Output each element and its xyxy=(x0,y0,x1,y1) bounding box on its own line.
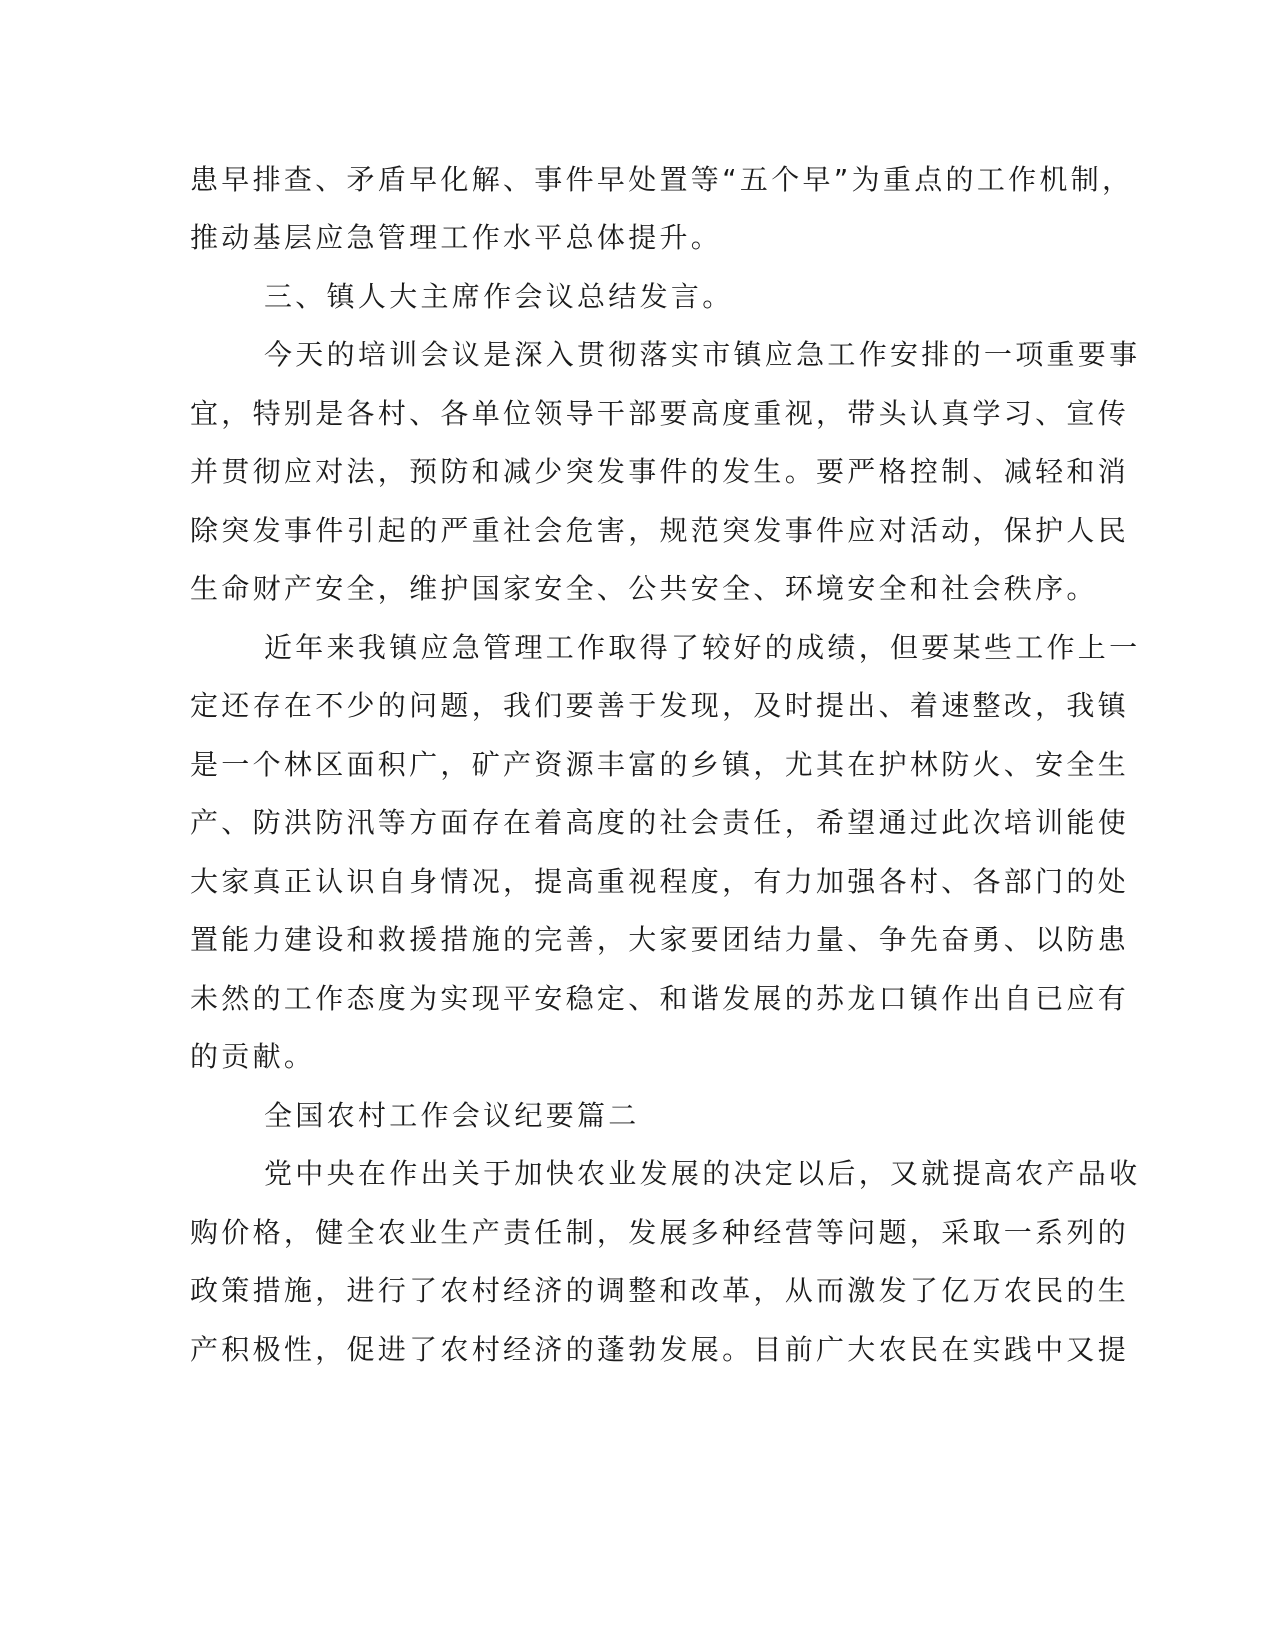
paragraph-line: 患早排查、矛盾早化解、事件早处置等“五个早”为重点的工作机制， xyxy=(190,163,1134,196)
paragraph-line: 政策措施，进行了农村经济的调整和改革，从而激发了亿万农民的生 xyxy=(190,1274,1130,1307)
paragraph-line: 定还存在不少的问题，我们要善于发现，及时提出、着速整改，我镇 xyxy=(190,689,1130,722)
section-title: 全国农村工作会议纪要篇二 xyxy=(264,1099,640,1132)
section-heading: 三、镇人大主席作会议总结发言。 xyxy=(264,280,734,313)
paragraph-line: 宜，特别是各村、各单位领导干部要高度重视，带头认真学习、宣传 xyxy=(190,397,1130,430)
paragraph-line: 推动基层应急管理工作水平总体提升。 xyxy=(190,221,723,254)
paragraph-line: 大家真正认识自身情况，提高重视程度，有力加强各村、各部门的处 xyxy=(190,865,1130,898)
paragraph-line: 的贡献。 xyxy=(190,1040,316,1073)
paragraph-line: 生命财产安全，维护国家安全、公共安全、环境安全和社会秩序。 xyxy=(190,572,1098,605)
paragraph-line: 除突发事件引起的严重社会危害，规范突发事件应对活动，保护人民 xyxy=(190,514,1130,547)
paragraph-line: 置能力建设和救援措施的完善，大家要团结力量、争先奋勇、以防患 xyxy=(190,923,1130,956)
paragraph-line: 产、防洪防汛等方面存在着高度的社会责任，希望通过此次培训能使 xyxy=(190,806,1130,839)
paragraph-line: 产积极性，促进了农村经济的蓬勃发展。目前广大农民在实践中又提 xyxy=(190,1333,1130,1366)
paragraph-line: 购价格，健全农业生产责任制，发展多种经营等问题，采取一系列的 xyxy=(190,1216,1130,1249)
paragraph-line: 近年来我镇应急管理工作取得了较好的成绩，但要某些工作上一 xyxy=(264,631,1141,664)
paragraph-line: 党中央在作出关于加快农业发展的决定以后，又就提高农产品收 xyxy=(264,1157,1141,1190)
paragraph-line: 是一个林区面积广，矿产资源丰富的乡镇，尤其在护林防火、安全生 xyxy=(190,748,1130,781)
paragraph-line: 未然的工作态度为实现平安稳定、和谐发展的苏龙口镇作出自已应有 xyxy=(190,982,1130,1015)
paragraph-line: 并贯彻应对法，预防和减少突发事件的发生。要严格控制、减轻和消 xyxy=(190,455,1130,488)
paragraph-line: 今天的培训会议是深入贯彻落实市镇应急工作安排的一项重要事 xyxy=(264,338,1141,371)
